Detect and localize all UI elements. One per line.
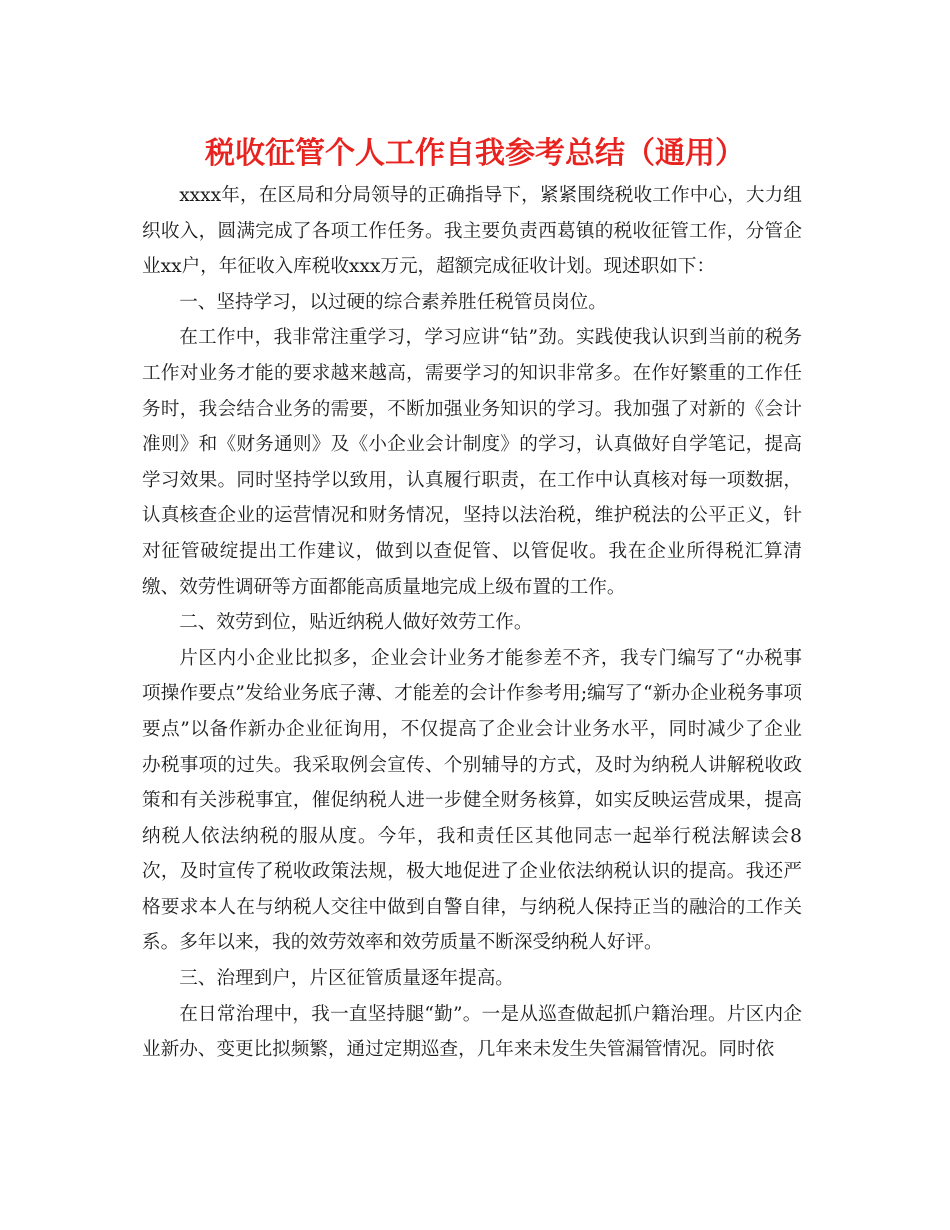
heading-section-3: 三、治理到户，片区征管质量逐年提高。	[179, 968, 514, 990]
paragraph-section-1: 在工作中，我非常注重学习，学习应讲“钻”劲。实践使我认识到当前的税务工作对业务才能的要求越来越高，需要学习的知识非常多。在作好繁重的工作任务时，我会结合业务的需要，不断加强业务知识的学习。我加强了对新的《会计准则》和《财务通则》及《小企业会计制度》的学习，认真做好自学笔记，提高学习效果。同时坚持学以致用，认真履行职责，在工作中认真核对每一项数据，认真核查企业的运营情况和财务情况，坚持以法治税，维护税法的公平正义，针对征管破绽提出工作建议，做到以查促管、以管促收。我在企业所得税汇算清缴、效劳性调研等方面都能高质量地完成上级布置的工作。	[142, 327, 802, 598]
paragraph-section-2: 片区内小企业比拟多，企业会计业务才能参差不齐，我专门编写了“办税事项操作要点”发给业务底子薄、才能差的会计作参考用;编写了“新办企业税务事项要点”以备作新办企业征询用，不仅提高了企业会计业务水平，同时减少了企业办税事项的过失。我采取例会宣传、个别辅导的方式，及时为纳税人讲解税收政策和有关涉税事宜，催促纳税人进一步健全财务核算，如实反映运营成果，提高纳税人依法纳税的服从度。今年，我和责任区其他同志一起举行税法解读会8次，及时宣传了税收政策法规，极大地促进了企业依法纳税认识的提高。我还严格要求本人在与纳税人交往中做到自警自律，与纳税人保持正当的融洽的工作关系。多年以来，我的效劳效率和效劳质量不断深受纳税人好评。	[142, 647, 802, 954]
paragraph-intro: xxxx年，在区局和分局领导的正确指导下，紧紧围绕税收工作中心，大力组织收入，圆满完成了各项工作任务。我主要负责西葛镇的税收征管工作，分管企业xx户，年征收入库税收xxx万元，超额完成征收计划。现述职如下：	[142, 185, 802, 278]
paragraph-section-3: 在日常治理中，我一直坚持腿“勤”。一是从巡查做起抓户籍治理。片区内企业新办、变更比拟频繁，通过定期巡查，几年来未发生失管漏管情况。同时依	[142, 1003, 802, 1061]
document-body	[142, 178, 802, 1068]
heading-section-2: 二、效劳到位，贴近纳税人做好效劳工作。	[179, 612, 533, 634]
document-title: 税收征管个人工作自我参考总结（通用）	[205, 136, 745, 171]
heading-section-1: 一、坚持学习，以过硬的综合素养胜任税管员岗位。	[179, 291, 607, 313]
